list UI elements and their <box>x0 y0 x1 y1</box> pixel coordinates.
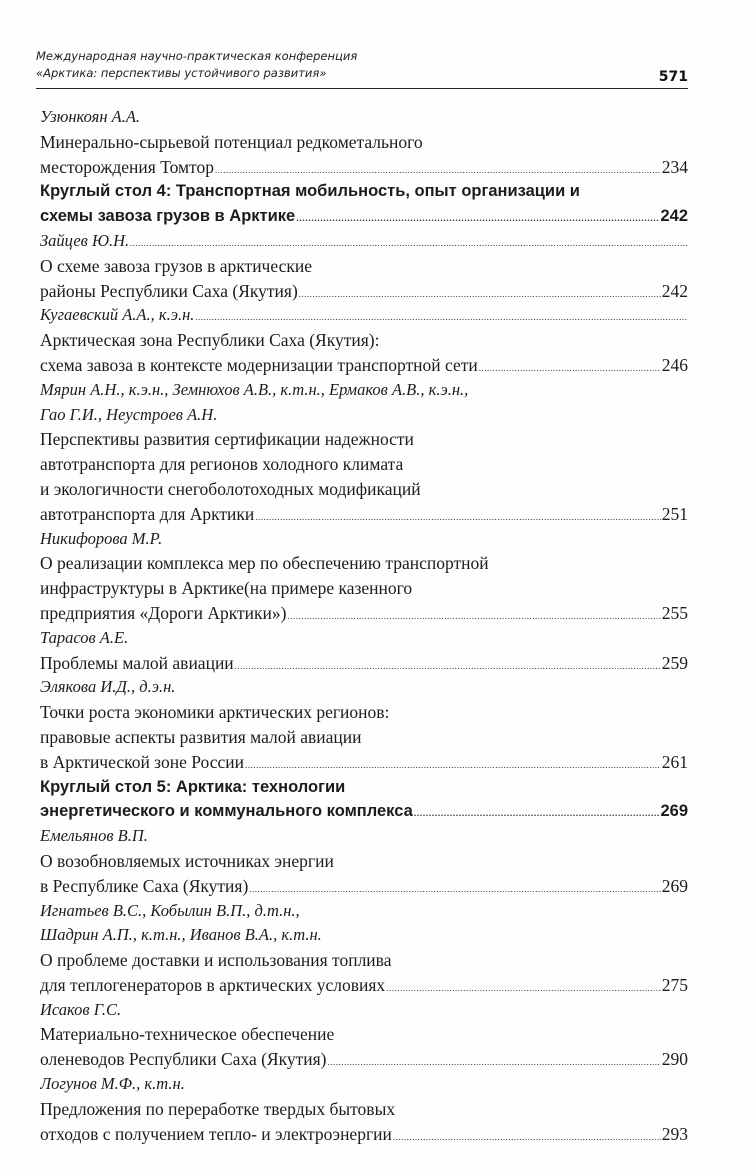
toc-page-number: 261 <box>661 751 688 772</box>
toc-title-line <box>40 477 688 502</box>
toc-page-number: 234 <box>661 156 688 177</box>
toc-author-line <box>40 403 688 428</box>
toc-entry-text: Предложения по переработке твердых бытовых <box>40 1098 396 1119</box>
toc-entry-text: схемы завоза грузов в Арктике <box>40 207 296 226</box>
dot-leader <box>393 1125 661 1147</box>
toc-section-heading <box>40 775 688 800</box>
toc-entry-text: Логунов М.Ф., к.т.н. <box>40 1074 185 1094</box>
table-of-contents <box>40 105 688 1146</box>
toc-title-line <box>40 427 688 452</box>
toc-section-heading <box>40 204 688 229</box>
toc-entry-text: Проблемы малой авиации <box>40 652 234 673</box>
toc-entry-text: Минерально-сырьевой потенциал редкометального <box>40 131 423 152</box>
toc-entry-text: Узюнкоян А.А. <box>40 107 141 126</box>
dot-leader <box>215 158 661 180</box>
toc-entry-text: Кугаевский А.А., к.э.н. <box>40 305 195 325</box>
toc-page-number: 242 <box>660 207 688 226</box>
dot-leader <box>195 305 687 328</box>
toc-entry-text: О возобновляемых источниках энергии <box>40 850 334 871</box>
toc-author-line <box>40 626 688 651</box>
toc-title-line <box>40 849 688 874</box>
toc-author-line <box>40 675 688 700</box>
toc-author-line <box>40 998 688 1023</box>
toc-page-number: 242 <box>661 280 688 301</box>
toc-entry-text: Материально-техническое обеспечение <box>40 1024 335 1045</box>
dot-leader <box>245 753 661 775</box>
toc-entry-text: Перспективы развития сертификации надежности <box>40 429 414 450</box>
page-number: 571 <box>658 69 688 85</box>
toc-page-number: 290 <box>661 1049 688 1070</box>
toc-page-number: 275 <box>661 974 688 995</box>
toc-entry-text: Круглый стол 4: Транспортная мобильность, опыт организации и <box>40 182 580 201</box>
toc-title-line <box>40 1022 688 1047</box>
toc-entry-text: Гао Г.И., Неустроев А.Н. <box>40 404 218 424</box>
toc-entry-text: Мярин А.Н., к.э.н., Земнюхов А.В., к.т.н., Ермаков А.В., к.э.н., <box>40 379 469 399</box>
dot-leader <box>130 231 687 254</box>
toc-entry-text: Круглый стол 5: Арктика: технологии <box>40 777 346 796</box>
toc-entry-text: Элякова И.Д., д.э.н. <box>40 677 176 697</box>
dot-leader <box>296 206 659 229</box>
dot-leader <box>288 604 661 626</box>
toc-page-number: 269 <box>660 802 688 821</box>
toc-entry-text: в Республике Саха (Якутия) <box>40 875 249 896</box>
toc-title-line <box>40 353 688 378</box>
toc-entry-text: автотранспорта для регионов холодного климата <box>40 454 404 475</box>
toc-entry-text: инфраструктуры в Арктике(на примере казенного <box>40 578 413 599</box>
toc-title-line <box>40 973 688 998</box>
toc-title-line <box>40 651 688 676</box>
toc-entry-text: О проблеме доставки и использования топлива <box>40 950 392 971</box>
toc-title-line <box>40 551 688 576</box>
header-conference-line: Международная научно-практическая конференция <box>36 49 358 63</box>
dot-leader <box>255 505 660 527</box>
dot-leader <box>249 877 660 899</box>
toc-title-line <box>40 279 688 304</box>
toc-entry-text: отходов с получением тепло- и электроэнергии <box>40 1123 392 1144</box>
toc-author-line <box>40 824 688 849</box>
toc-author-line <box>40 527 688 552</box>
dot-leader <box>386 976 661 998</box>
toc-entry-text: месторождения Томтор <box>40 156 214 177</box>
toc-title-line <box>40 1047 688 1072</box>
toc-entry-text: О реализации комплекса мер по обеспечению транспортной <box>40 553 489 574</box>
toc-page-number: 269 <box>661 875 688 896</box>
toc-title-line <box>40 576 688 601</box>
toc-section-heading <box>40 799 688 824</box>
toc-entry-text: О схеме завоза грузов в арктические <box>40 255 312 276</box>
toc-entry-text: оленеводов Республики Саха (Якутия) <box>40 1049 327 1070</box>
toc-entry-text: и экологичности снегоболотоходных модификаций <box>40 478 421 499</box>
toc-author-line <box>40 1072 688 1097</box>
toc-entry-text: Емельянов В.П. <box>40 826 148 846</box>
toc-section-heading <box>40 179 688 204</box>
toc-title-line <box>40 725 688 750</box>
toc-entry-text: Арктическая зона Республики Саха (Якутия): <box>40 330 380 351</box>
toc-entry-text: Шадрин А.П., к.т.н., Иванов В.А., к.т.н. <box>40 925 322 945</box>
toc-title-line <box>40 1097 688 1122</box>
toc-author-line <box>40 105 688 130</box>
toc-entry-text: энергетического и коммунального комплекса <box>40 802 413 821</box>
toc-page-number: 259 <box>661 652 688 673</box>
dot-leader <box>328 1050 661 1072</box>
dot-leader <box>414 801 660 824</box>
dot-leader <box>299 282 661 304</box>
toc-entry-text: Тарасов А.Е. <box>40 627 129 647</box>
header-conference-title: «Арктика: перспективы устойчивого развития» <box>36 66 327 80</box>
toc-author-line <box>40 923 688 948</box>
dot-leader <box>479 356 661 378</box>
toc-entry-text: районы Республики Саха (Якутия) <box>40 280 298 301</box>
toc-entry-text: правовые аспекты развития малой авиации <box>40 726 362 747</box>
toc-title-line <box>40 1122 688 1147</box>
toc-author-line <box>40 899 688 924</box>
toc-title-line <box>40 502 688 527</box>
toc-title-line <box>40 155 688 180</box>
running-header <box>36 48 688 89</box>
toc-entry-text: Точки роста экономики арктических регионов: <box>40 702 390 723</box>
toc-entry-text: автотранспорта для Арктики <box>40 503 255 524</box>
toc-entry-text: предприятия «Дороги Арктики») <box>40 602 287 623</box>
toc-page-number: 255 <box>661 602 688 623</box>
toc-title-line <box>40 328 688 353</box>
toc-page-number: 251 <box>661 503 688 524</box>
toc-author-line <box>40 378 688 403</box>
toc-title-line <box>40 452 688 477</box>
toc-title-line <box>40 700 688 725</box>
toc-title-line <box>40 750 688 775</box>
toc-title-line <box>40 601 688 626</box>
toc-title-line <box>40 874 688 899</box>
toc-entry-text: схема завоза в контексте модернизации транспортной сети <box>40 354 478 375</box>
toc-entry-text: в Арктической зоне России <box>40 751 245 772</box>
dot-leader <box>235 654 661 676</box>
toc-title-line <box>40 254 688 279</box>
toc-entry-text: Исаков Г.С. <box>40 999 122 1019</box>
toc-page-number: 246 <box>661 354 688 375</box>
toc-entry-text: Никифорова М.Р. <box>40 528 163 548</box>
toc-entry-text: Игнатьев В.С., Кобылин В.П., д.т.н., <box>40 900 300 920</box>
toc-author-line <box>40 303 688 328</box>
toc-page-number: 293 <box>661 1123 688 1144</box>
toc-title-line <box>40 130 688 155</box>
toc-entry-text: для теплогенераторов в арктических условиях <box>40 974 386 995</box>
toc-title-line <box>40 948 688 973</box>
toc-author-line <box>40 229 688 254</box>
toc-entry-text: Зайцев Ю.Н. <box>40 230 130 250</box>
